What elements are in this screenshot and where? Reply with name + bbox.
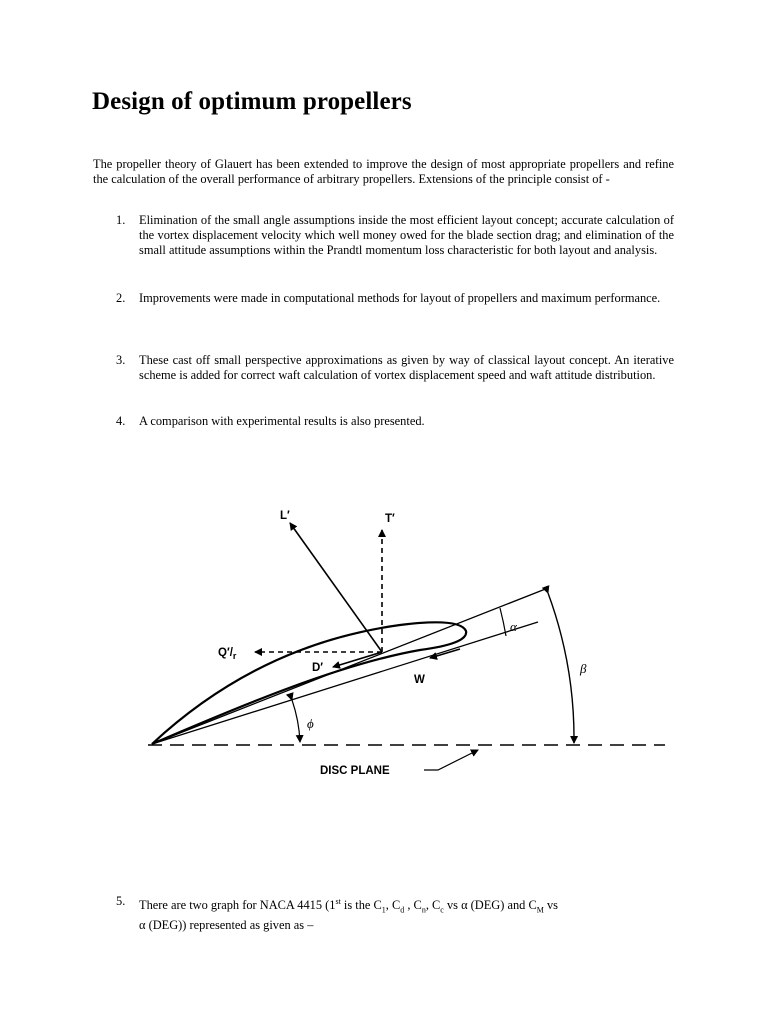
intro-paragraph: The propeller theory of Glauert has been extended to improve the design of most appropriate propellers and refine the calculation of the overall performance of arbitrary propellers. Extensions of the principle consist of - xyxy=(93,157,674,186)
wind-arrow xyxy=(430,649,460,658)
list-item-number: 4. xyxy=(116,414,126,428)
thrust-label: T′ xyxy=(385,513,395,525)
list-item xyxy=(116,414,674,429)
beta-arc xyxy=(548,593,574,743)
list-item-text: A comparison with experimental results is also presented. xyxy=(139,414,425,428)
list-item xyxy=(116,291,674,306)
torque-label: $Q'/_r$ xyxy=(218,647,237,661)
alpha-arc xyxy=(500,608,506,636)
list-item-text: Improvements were made in computational methods for layout of propellers and maximum performance. xyxy=(139,291,661,305)
list-item-number: 5. xyxy=(116,894,126,908)
lift-label: L′ xyxy=(280,510,290,522)
list-item-number: 1. xyxy=(116,213,126,227)
relative-wind-line xyxy=(152,622,538,744)
lift-vector xyxy=(290,523,382,652)
propeller-blade-diagram xyxy=(0,470,768,810)
phi-arc xyxy=(292,700,300,742)
disc-plane-label: DISC PLANE xyxy=(320,765,390,777)
list-item-number: 2. xyxy=(116,291,126,305)
disc-plane-leader xyxy=(424,750,478,770)
list-item xyxy=(116,894,674,933)
alpha-label: α xyxy=(510,619,517,634)
chord-line xyxy=(152,588,548,744)
list-item-text: Elimination of the small angle assumptions inside the most efficient layout concept; accurate calculation of the vortex displacement velocity which well money owed for the blade section drag; and elimination of the small attitude assumptions within the Prandtl momentum loss characteristic for both layout and analysis. xyxy=(139,213,674,257)
phi-label: ϕ xyxy=(307,716,314,731)
list-item xyxy=(116,353,674,383)
list-item-number: 3. xyxy=(116,353,126,367)
drag-label: D′ xyxy=(312,662,324,674)
list-item-text: These cast off small perspective approximations as given by way of classical layout concept. An iterative scheme is added for correct waft calculation of vortex displacement speed and waft attitude distribution. xyxy=(139,353,674,382)
list-item xyxy=(116,213,674,258)
beta-label: β xyxy=(580,661,587,676)
list-item-text: There are two graph for NACA 4415 (1st is the $C_1$, $C_d$ , $C_n$, $C_c$ vs α (DEG) and $C_M$ vs α (DEG)) represented as given as – xyxy=(139,897,558,932)
wind-label: W xyxy=(414,674,425,686)
page-title: Design of optimum propellers xyxy=(92,88,412,115)
